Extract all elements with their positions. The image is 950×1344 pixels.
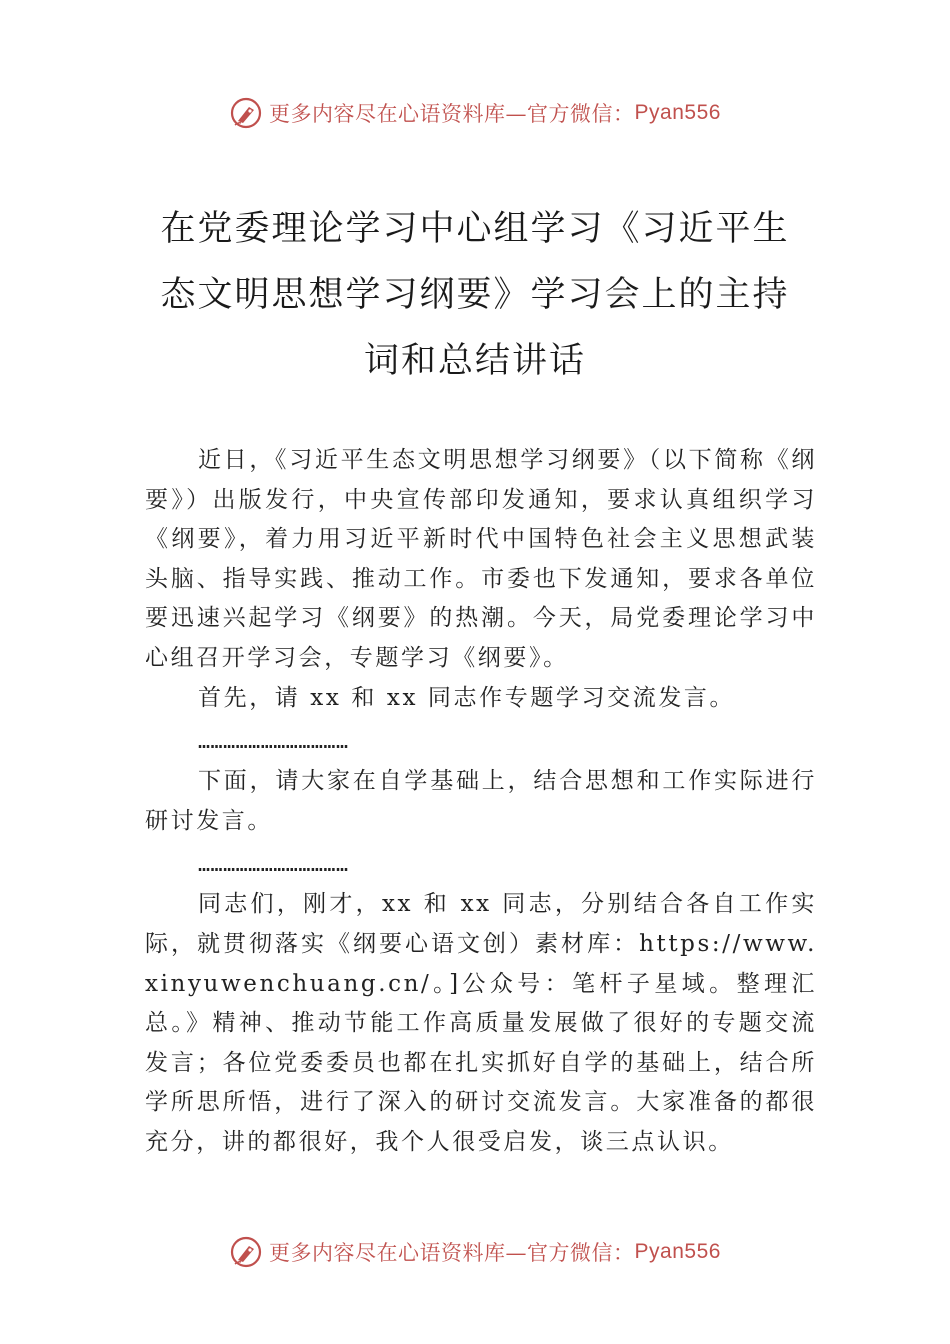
pen-nib-logo-icon xyxy=(229,1235,263,1269)
ellipsis-divider: ……………………………… xyxy=(198,852,349,877)
footer-banner xyxy=(0,1235,950,1269)
document-body xyxy=(145,441,817,1163)
banner-text: 更多内容尽在心语资料库—官方微信： xyxy=(269,1241,635,1265)
title-line: 态文明思想学习纲要》学习会上的主持 xyxy=(160,275,790,315)
document-title xyxy=(150,196,800,394)
paragraph-first-speakers: 首先，请 xx 和 xx 同志作专题学习交流发言。 xyxy=(198,684,736,711)
ellipsis-divider: ……………………………… xyxy=(198,729,349,754)
header-banner xyxy=(0,96,950,130)
paragraph-intro: 近日，《习近平生态文明思想学习纲要》（以下简称《纲要》）出版发行，中央宣传部印发通知，要求认真组织学习《纲要》，着力用习近平新时代中国特色社会主义思想武装头脑、指导实践、推动工作。市委也下发通知，要求各单位要迅速兴起学习《纲要》的热潮。今天，局党委理论学习中心组召开学习会，专题学习《纲要》。 xyxy=(145,447,817,671)
banner-wechat-id: Pyan556 xyxy=(634,1240,721,1263)
title-line: 词和总结讲话 xyxy=(363,341,586,381)
banner-wechat-id: Pyan556 xyxy=(634,101,721,124)
paragraph-summary: 同志们，刚才，xx 和 xx 同志，分别结合各自工作实际，就贯彻落实《纲要心语文创）素材库：https://www.xinyuwenchuang.cn/。]公众号：笔杆子星域。整理汇总。》精神、推动节能工作高质量发展做了很好的专题交流发言；各位党委委员也都在扎实抓好自学的基础上，结合所学所思所悟，进行了深入的研讨交流发言。大家准备的都很充分，讲的都很好，我个人很受启发，谈三点认识。 xyxy=(145,891,817,1155)
pen-nib-logo-icon xyxy=(229,96,263,130)
banner-text: 更多内容尽在心语资料库—官方微信： xyxy=(269,102,635,126)
title-line: 在党委理论学习中心组学习《习近平生 xyxy=(160,209,790,249)
paragraph-discussion: 下面，请大家在自学基础上，结合思想和工作实际进行研讨发言。 xyxy=(145,768,817,834)
